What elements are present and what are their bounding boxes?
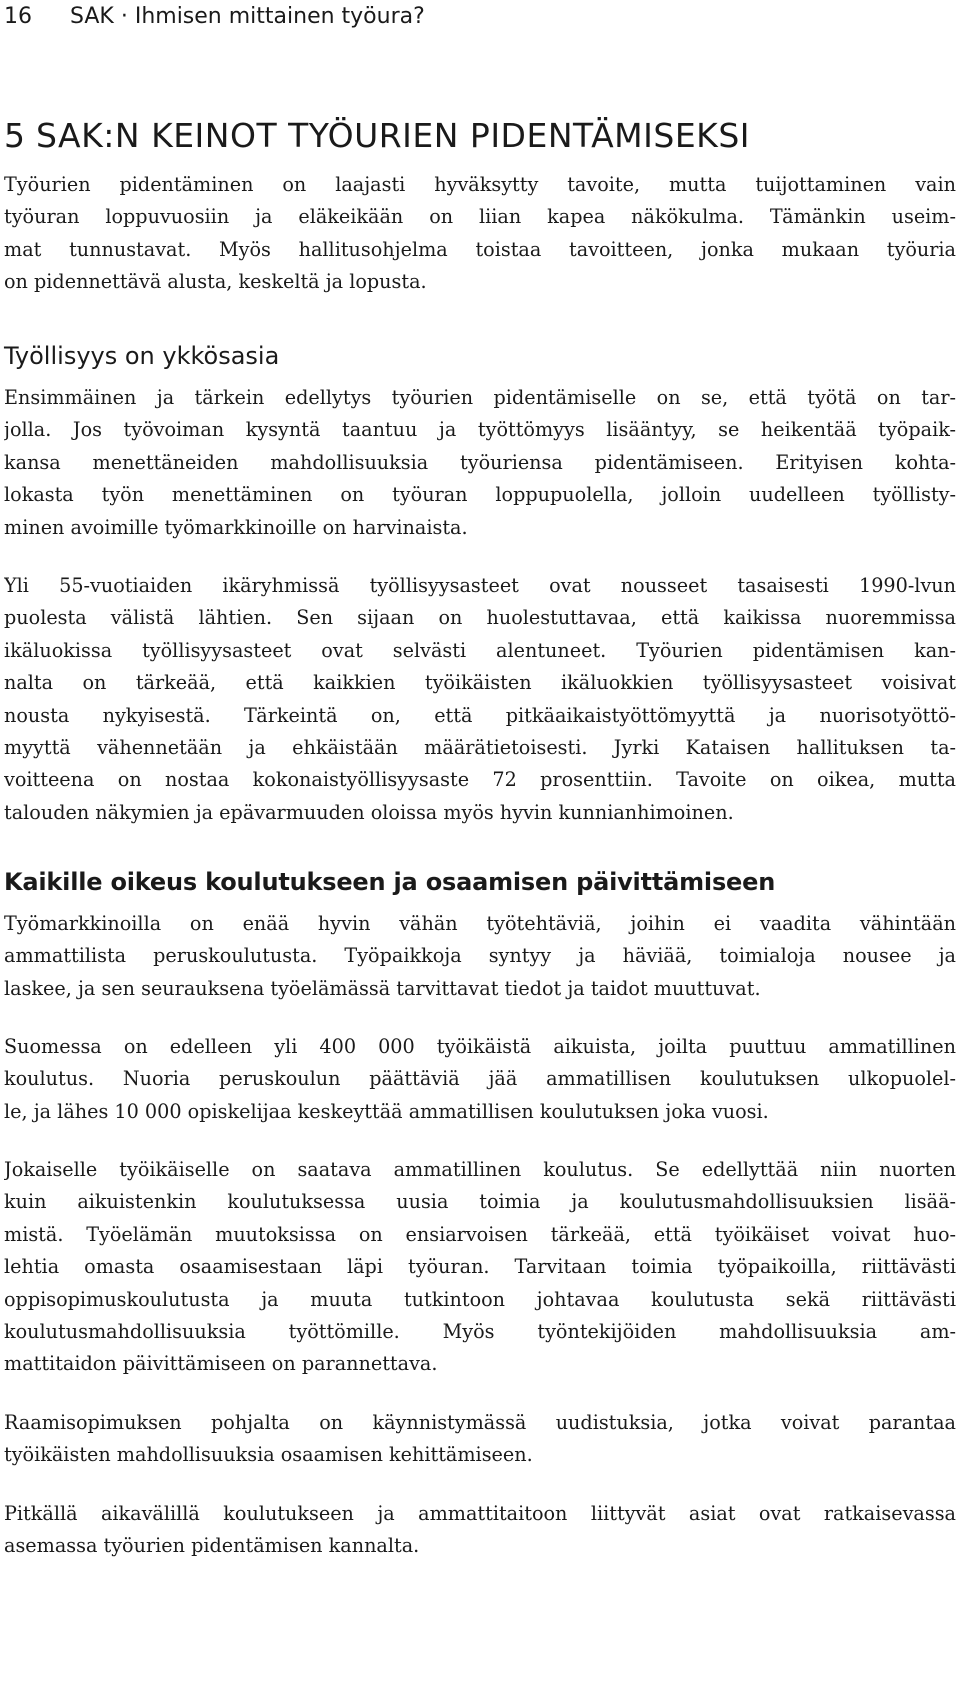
text-line: ikäluokissa työllisyysasteet ovat selvästi alentuneet. Työurien pidentämisen kan- [4,638,956,662]
text-line: mat tunnustavat. Myös hallitusohjelma toistaa tavoitteen, jonka mukaan työuria [4,237,956,261]
text-line: työikäisten mahdollisuuksia osaamisen kehittämiseen. [4,1443,533,1467]
paragraph [4,1407,956,1472]
text-line: kuin aikuistenkin koulutuksessa uusia toimia ja koulutusmahdollisuuksien lisää- [4,1190,956,1214]
text-line: mattitaidon päivittämiseen on parannettava. [4,1352,438,1376]
text-line: laskee, ja sen seurauksena työelämässä tarvittavat tiedot ja taidot muuttuvat. [4,976,761,1000]
chapter-title-text: SAK:N KEINOT TYÖURIEN PIDENTÄMISEKSI [36,116,750,155]
text-line: myyttä vähennetään ja ehkäistään määrätietoisesti. Jyrki Kataisen hallituksen ta- [4,736,956,760]
text-line: talouden näkymien ja epävarmuuden oloissa myös hyvin kunnianhimoinen. [4,800,734,824]
paragraph [4,1031,956,1128]
chapter-title [4,116,750,156]
running-header [4,2,425,32]
text-line: koulutusmahdollisuuksia työttömille. Myös työntekijöiden mahdollisuuksia am- [4,1320,956,1344]
paragraph [4,570,956,829]
section-heading-education: Kaikille oikeus koulutukseen ja osaamisen päivittämiseen [4,868,776,896]
text-line: työuran loppuvuosiin ja eläkeikään on liian kapea näkökulma. Tämänkin useim- [4,205,956,229]
paragraph [4,1498,956,1563]
text-line: Jokaiselle työikäiselle on saatava ammatillinen koulutus. Se edellyttää niin nuorten [4,1158,956,1181]
text-line: jolla. Jos työvoiman kysyntä taantuu ja työttömyys lisääntyy, se heikentää työpaik- [4,418,956,442]
intro-paragraph [4,169,956,299]
text-line: Työmarkkinoilla on enää hyvin vähän työtehtäviä, joihin ei vaadita vähintään [4,912,956,935]
text-line: puolesta välistä lähtien. Sen sijaan on huolestuttavaa, että kaikissa nuoremmissa [4,606,956,630]
text-line: Raamisopimuksen pohjalta on käynnistymässä uudistuksia, jotka voivat parantaa [4,1411,956,1434]
paragraph [4,1154,956,1381]
section-heading-employment: Työllisyys on ykkösasia [4,342,280,370]
text-line: koulutus. Nuoria peruskoulun päättäviä jää ammatillisen koulutuksen ulkopuolel- [4,1067,956,1091]
running-title: SAK · Ihmisen mittainen työura? [70,4,425,29]
chapter-number: 5 [4,116,26,155]
text-line: on pidennettävä alusta, keskeltä ja lopusta. [4,270,427,294]
text-line: lokasta työn menettäminen on työuran loppupuolella, jolloin uudelleen työllisty- [4,483,956,507]
text-line: nousta nykyisestä. Tärkeintä on, että pitkäaikaistyöttömyyttä ja nuorisotyöttö- [4,703,956,727]
text-line: le, ja lähes 10 000 opiskelijaa keskeyttää ammatillisen koulutuksen joka vuosi. [4,1099,769,1123]
text-line: Ensimmäinen ja tärkein edellytys työurien pidentämiselle on se, että työtä on tar- [4,386,956,409]
text-line: Työurien pidentäminen on laajasti hyväksytty tavoite, mutta tuijottaminen vain [4,173,956,196]
text-line: lehtia omasta osaamisestaan läpi työuran. Tarvitaan toimia työpaikoilla, riittävästi [4,1255,956,1279]
paragraph [4,908,956,1005]
text-line: nalta on tärkeää, että kaikkien työikäisten ikäluokkien työllisyysasteet voisivat [4,671,956,695]
text-line: minen avoimille työmarkkinoille on harvinaista. [4,515,468,539]
text-line: oppisopimuskoulutusta ja muuta tutkintoon johtavaa koulutusta sekä riittävästi [4,1287,956,1311]
text-line: asemassa työurien pidentämisen kannalta. [4,1534,420,1558]
paragraph [4,382,956,544]
page-number: 16 [4,4,32,29]
text-line: mistä. Työelämän muutoksissa on ensiarvoisen tärkeää, että työikäiset voivat huo- [4,1222,956,1246]
text-line: kansa menettäneiden mahdollisuuksia työuriensa pidentämiseen. Erityisen kohta- [4,450,956,474]
text-line: Suomessa on edelleen yli 400 000 työikäistä aikuista, joilta puuttuu ammatillinen [4,1035,956,1058]
text-line: voitteena on nostaa kokonaistyöllisyysaste 72 prosenttiin. Tavoite on oikea, mutta [4,768,956,792]
text-line: Yli 55-vuotiaiden ikäryhmissä työllisyysasteet ovat nousseet tasaisesti 1990-lvun [4,574,956,597]
text-line: ammattilista peruskoulutusta. Työpaikkoja syntyy ja häviää, toimialoja nousee ja [4,944,956,968]
text-line: Pitkällä aikavälillä koulutukseen ja ammattitaitoon liittyvät asiat ovat ratkaisevassa [4,1502,956,1525]
